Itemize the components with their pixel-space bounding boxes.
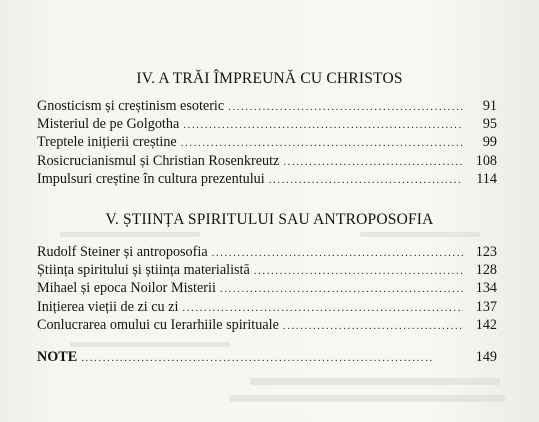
dot-leader bbox=[228, 98, 463, 116]
dot-leader bbox=[283, 317, 463, 335]
toc-entry[interactable] bbox=[37, 298, 497, 316]
dot-leader bbox=[254, 262, 463, 280]
section-title-iv: IV. A TRĂI ÎMPREUNĂ CU CHRISTOS bbox=[136, 70, 403, 87]
toc-entry[interactable] bbox=[37, 279, 497, 297]
toc-entry[interactable] bbox=[37, 243, 497, 261]
dot-leader bbox=[269, 171, 463, 189]
toc-entry-page: 99 bbox=[482, 134, 497, 151]
dot-leader bbox=[182, 299, 463, 317]
toc-entry-page: 123 bbox=[475, 244, 497, 260]
toc-entry[interactable] bbox=[37, 133, 497, 151]
toc-entry-page: 134 bbox=[475, 280, 497, 297]
toc-entry-page: 114 bbox=[476, 170, 497, 187]
dot-leader bbox=[283, 153, 463, 171]
toc-entry-title: Misteriul de pe Golgotha bbox=[37, 116, 180, 133]
dot-leader bbox=[183, 116, 463, 134]
toc-entry-notes[interactable] bbox=[37, 348, 497, 366]
toc-entry-page: 91 bbox=[482, 98, 497, 114]
toc-notes bbox=[37, 348, 497, 366]
toc-entry-page: 128 bbox=[475, 262, 497, 279]
dot-leader bbox=[220, 280, 463, 298]
dot-leader bbox=[212, 244, 463, 262]
toc-entry-title: Impulsuri creștine în cultura prezentului bbox=[37, 170, 265, 187]
toc-section-iv bbox=[37, 97, 497, 188]
toc-entry-title: Conlucrarea omului cu Ierarhiile spirituale bbox=[37, 316, 279, 333]
toc-entry-title: NOTE bbox=[37, 349, 78, 365]
toc-entry-title: Rosicrucianismul și Christian Rosenkreutz bbox=[37, 152, 280, 169]
toc-entry-title: Inițierea vieții de zi cu zi bbox=[37, 298, 179, 315]
section-title-v: V. ȘTIINȚA SPIRITULUI SAU ANTROPOSOFIA bbox=[105, 211, 434, 228]
toc-section-v bbox=[37, 243, 497, 334]
toc-entry[interactable] bbox=[37, 170, 497, 188]
toc-entry-page: 108 bbox=[475, 152, 497, 169]
toc-entry-title: Știința spiritului și știința materialistă bbox=[37, 262, 250, 279]
toc-entry[interactable] bbox=[37, 97, 497, 115]
toc-entry-title: Gnosticism și creștinism esoteric bbox=[37, 98, 225, 114]
dot-leader bbox=[81, 349, 463, 367]
toc-entry[interactable] bbox=[37, 261, 497, 279]
toc-entry-page: 142 bbox=[475, 316, 497, 333]
toc-entry[interactable] bbox=[37, 115, 497, 133]
toc-entry-page: 137 bbox=[475, 298, 497, 315]
dot-leader bbox=[181, 134, 463, 152]
toc-entry-title: Treptele inițierii creștine bbox=[37, 134, 177, 151]
toc-entry[interactable] bbox=[37, 316, 497, 334]
toc-entry[interactable] bbox=[37, 152, 497, 170]
toc-entry-title: Rudolf Steiner și antroposofia bbox=[37, 244, 208, 260]
toc-entry-title: Mihael și epoca Noilor Misterii bbox=[37, 280, 216, 297]
toc-entry-page: 95 bbox=[482, 116, 497, 133]
toc-entry-page: 149 bbox=[475, 349, 497, 365]
